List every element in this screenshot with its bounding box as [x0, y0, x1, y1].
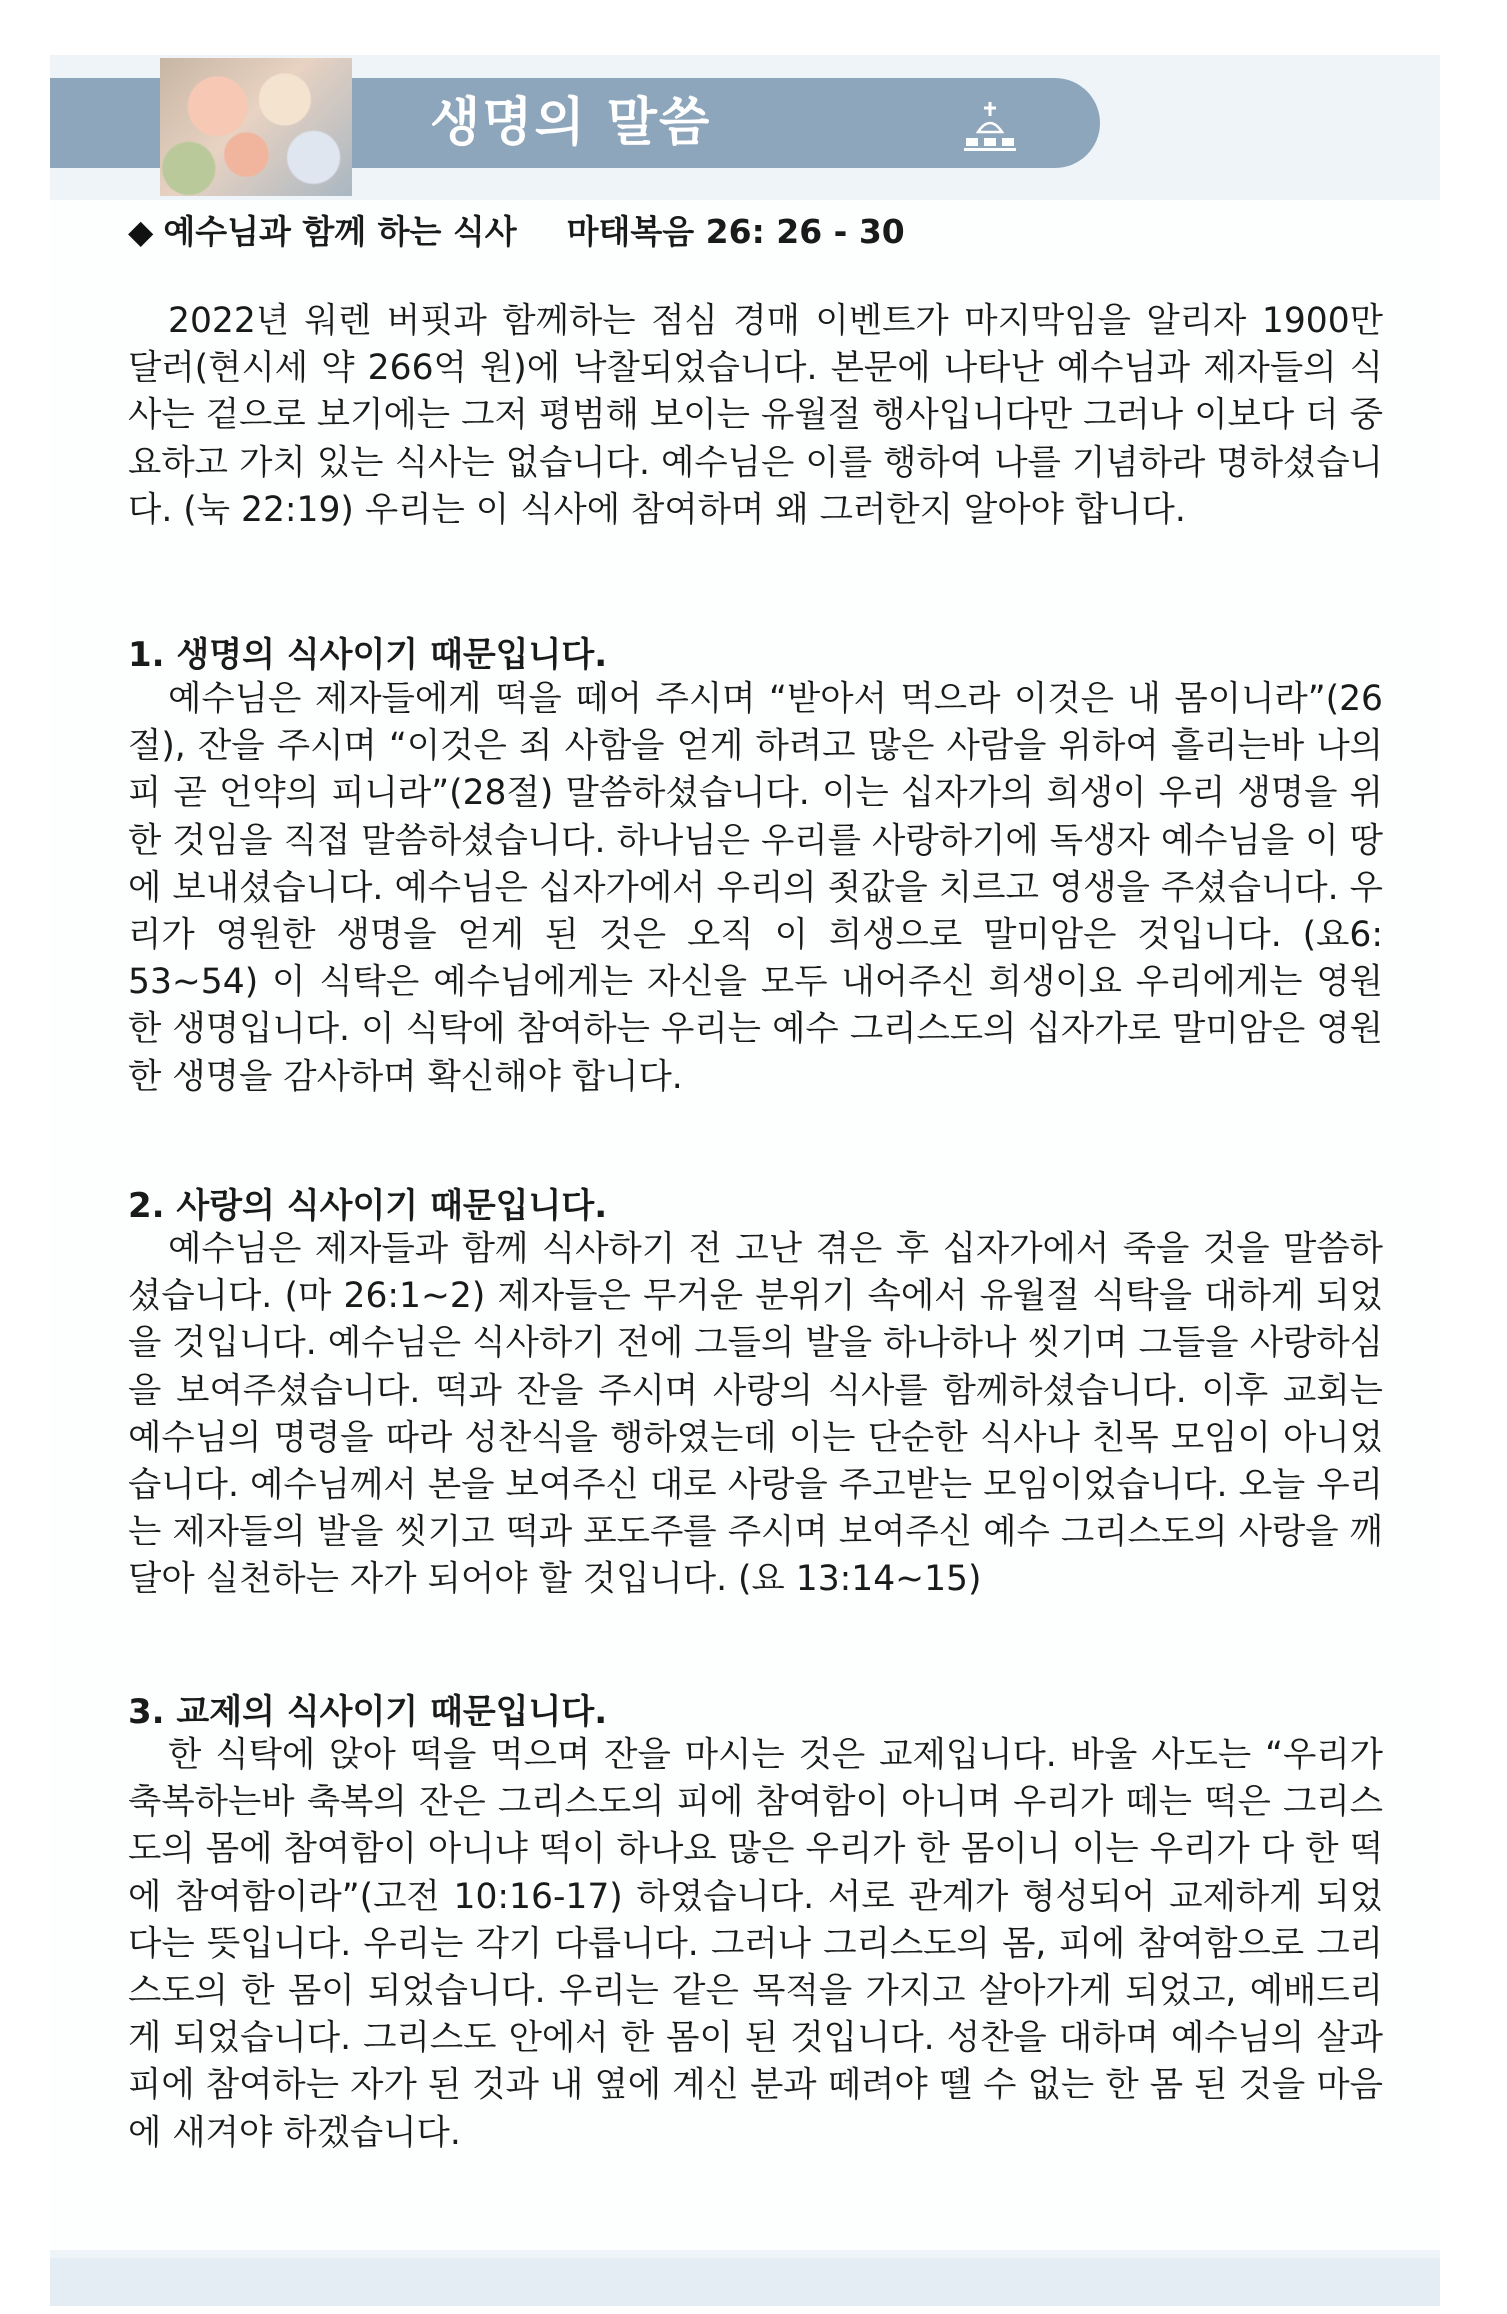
intro-paragraph: 2022년 워렌 버핏과 함께하는 점심 경매 이벤트가 마지막임을 알리자 1900만 달러(현시세 약 266억 원)에 낙찰되었습니다. 본문에 나타난 예수님과 제자들의 식사는 겉으로 보기에는 그저 평범해 보이는 유월절 행사입니다만 그러나 이보다 더 중요하고 가치 있는 식사는 없습니다. 예수님은 이를 행하여 나를 기념하라 명하셨습니다. (눅 22:19) 우리는 이 식사에 참여하며 왜 그러한지 알아야 합니다.: [128, 301, 1383, 530]
scripture-reference: 마태복음 26: 26 - 30: [566, 212, 905, 251]
footer-band: [50, 2258, 1440, 2306]
section-title-1: 1. 생명의 식사이기 때문입니다.: [128, 635, 608, 675]
sermon-heading: [128, 207, 905, 257]
section-title-3: 3. 교제의 식사이기 때문입니다.: [128, 1692, 608, 1732]
diamond-bullet-icon: ◆: [128, 212, 154, 251]
church-cross-icon: [960, 98, 1020, 158]
banner-title: 생명의 말씀: [430, 93, 712, 153]
section-body-3: 한 식탁에 앉아 떡을 먹으며 잔을 마시는 것은 교제입니다. 바울 사도는 “우리가 축복하는바 축복의 잔은 그리스도의 피에 참여함이 아니며 우리가 떼는 떡은 그리스도의 몸에 참여함이 아니냐 떡이 하나요 많은 우리가 한 몸이니 이는 우리가 다 한 떡에 참여함이라”(고전 10:16-17) 하였습니다. 서로 관계가 형성되어 교제하게 되었다는 뜻입니다. 우리는 각기 다릅니다. 그러나 그리스도의 몸, 피에 참여함으로 그리스도의 한 몸이 되었습니다. 우리는 같은 목적을 가지고 살아가게 되었고, 예배드리게 되었습니다. 그리스도 안에서 한 몸이 된 것입니다. 성찬을 대하며 예수님의 살과 피에 참여하는 자가 된 것과 내 옆에 계신 분과 떼려야 뗄 수 없는 한 몸 된 것을 마음에 새겨야 하겠습니다.: [128, 1735, 1383, 2153]
section-title-2: 2. 사랑의 식사이기 때문입니다.: [128, 1186, 608, 1226]
flower-bouquet-icon: [160, 58, 352, 196]
section-body-1: 예수님은 제자들에게 떡을 떼어 주시며 “받아서 먹으라 이것은 내 몸이니라”(26절), 잔을 주시며 “이것은 죄 사함을 얻게 하려고 많은 사람을 위하여 흘리는바 나의 피 곧 언약의 피니라”(28절) 말씀하셨습니다. 이는 십자가의 희생이 우리 생명을 위한 것임을 직접 말씀하셨습니다. 하나님은 우리를 사랑하기에 독생자 예수님을 이 땅에 보내셨습니다. 예수님은 십자가에서 우리의 죗값을 치르고 영생을 주셨습니다. 우리가 영원한 생명을 얻게 된 것은 오직 이 희생으로 말미암은 것입니다. (요6: 53~54) 이 식탁은 예수님에게는 자신을 모두 내어주신 희생이요 우리에게는 영원한 생명입니다. 이 식탁에 참여하는 우리는 예수 그리스도의 십자가로 말미암은 영원한 생명을 감사하며 확신해야 합니다.: [128, 679, 1383, 1097]
section-body-2: 예수님은 제자들과 함께 식사하기 전 고난 겪은 후 십자가에서 죽을 것을 말씀하셨습니다. (마 26:1~2) 제자들은 무거운 분위기 속에서 유월절 식탁을 대하게 되었을 것입니다. 예수님은 식사하기 전에 그들의 발을 하나하나 씻기며 그들을 사랑하심을 보여주셨습니다. 떡과 잔을 주시며 사랑의 식사를 함께하셨습니다. 이후 교회는 예수님의 명령을 따라 성찬식을 행하였는데 이는 단순한 식사나 친목 모임이 아니었습니다. 예수님께서 본을 보여주신 대로 사랑을 주고받는 모임이었습니다. 오늘 우리는 제자들의 발을 씻기고 떡과 포도주를 주시며 보여주신 예수 그리스도의 사랑을 깨달아 실천하는 자가 되어야 할 것입니다. (요 13:14~15): [128, 1229, 1383, 1600]
sermon-title: 예수님과 함께 하는 식사: [163, 212, 517, 251]
